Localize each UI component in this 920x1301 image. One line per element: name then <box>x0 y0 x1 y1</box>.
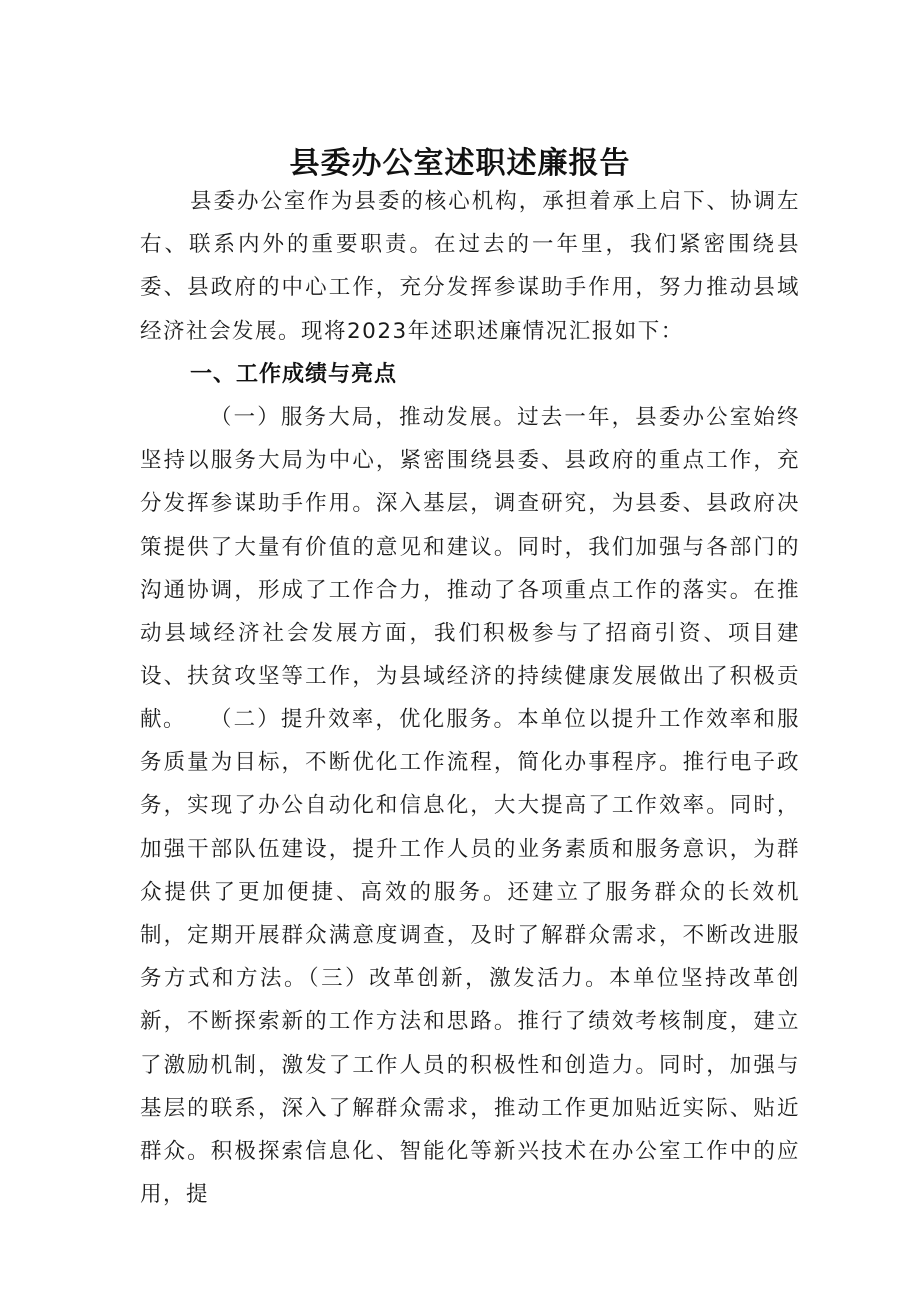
intro-paragraph: 县委办公室作为县委的核心机构，承担着承上启下、协调左右、联系内外的重要职责。在过去的一年里，我们紧密围绕县委、县政府的中心工作，充分发挥参谋助手作用，努力推动县域经济社会发展。现将2023年述职述廉情况汇报如下： <box>140 189 800 344</box>
document-title: 县委办公室述职述廉报告 <box>289 146 631 182</box>
section-heading-1: 一、工作成绩与亮点 <box>190 362 398 387</box>
section1-paragraph-2: （二）提升效率，优化服务。本单位以提升工作效率和服务质量为目标，不断优化工作流程，简化办事程序。推行电子政务，实现了办公自动化和信息化，大大提高了工作效率。同时，加强干部队伍建设，提升工作人员的业务素质和服务意识，为群众提供了更加便捷、高效的服务。还建立了服务群众的长效机制，定期开展群众满意度调查，及时了解群众需求，不断改进服务方式和方法。（三）改革创新，激发活力。本单位坚持改革创新，不断探索新的工作方法和思路。推行了绩效考核制度，建立了激励机制，激发了工作人员的积极性和创造力。同时，加强与基层的联系，深入了解群众需求，推动工作更加贴近实际、贴近群众。积极探索信息化、智能化等新兴技术在办公室工作中的应用，提 <box>140 707 800 1208</box>
section1-paragraph-1: （一）服务大局，推动发展。过去一年，县委办公室始终坚持以服务大局为中心，紧密围绕县委、县政府的重点工作，充分发挥参谋助手作用。深入基层，调查研究，为县委、县政府决策提供了大量有价值的意见和建议。同时，我们加强与各部门的沟通协调，形成了工作合力，推动了各项重点工作的落实。在推动县域经济社会发展方面，我们积极参与了招商引资、项目建设、扶贫攻坚等工作，为县域经济的持续健康发展做出了积极贡献。 <box>140 405 800 733</box>
